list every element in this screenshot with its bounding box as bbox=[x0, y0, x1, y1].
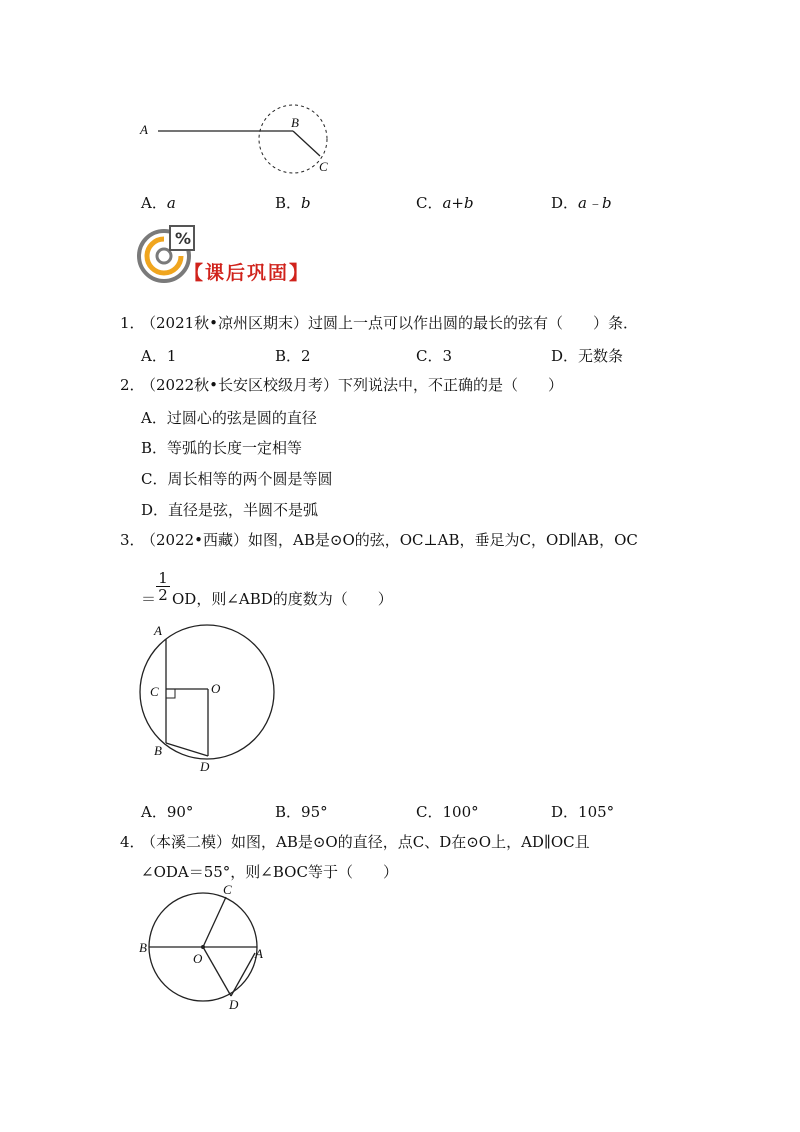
option-letter: A． bbox=[141, 347, 167, 365]
option-text: 90° bbox=[166, 803, 194, 821]
option-text: 1 bbox=[166, 347, 177, 365]
q4-number: 4． bbox=[120, 833, 145, 851]
option-text: 95° bbox=[301, 803, 328, 821]
percent-symbol: % bbox=[175, 229, 192, 248]
option-text: 直径是弦，半圆不是弧 bbox=[168, 501, 319, 519]
q3-number: 3． bbox=[120, 531, 145, 549]
label-a: A bbox=[255, 946, 263, 961]
option-text: 过圆心的弦是圆的直径 bbox=[166, 409, 317, 427]
label-o: O bbox=[193, 951, 203, 966]
q3-option-c[interactable] bbox=[416, 801, 479, 822]
option-letter: A． bbox=[141, 194, 167, 212]
segment-oc bbox=[203, 897, 226, 947]
q4-stem-line1: （本溪二模）如图，AB是⊙O的直径，点C、D在⊙O上，AD∥OC且 bbox=[141, 833, 590, 851]
center-dot bbox=[201, 945, 205, 949]
q2-option-b[interactable] bbox=[141, 437, 302, 458]
q1-option-c[interactable] bbox=[416, 345, 452, 366]
option-text: 105° bbox=[578, 803, 615, 821]
q1-option-b[interactable] bbox=[275, 345, 311, 366]
label-b: B bbox=[139, 940, 147, 955]
q1-number: 1． bbox=[120, 314, 145, 332]
segment-od bbox=[203, 947, 231, 996]
q2-stem: （2022秋•长安区校级月考）下列说法中，不正确的是（ ） bbox=[141, 376, 564, 394]
option-text: 2 bbox=[301, 347, 311, 365]
option-text: a﹣b bbox=[578, 194, 612, 212]
label-b: B bbox=[291, 115, 299, 130]
q1-option-a[interactable] bbox=[141, 345, 176, 366]
q2-option-d[interactable] bbox=[141, 499, 318, 520]
option-text: 周长相等的两个圆是等圆 bbox=[167, 470, 333, 488]
q1-stem: （2021秋•凉州区期末）过圆上一点可以作出圆的最长的弦有（ ）条． bbox=[141, 314, 639, 332]
option-letter: D． bbox=[551, 803, 579, 821]
option-letter: B． bbox=[275, 803, 302, 821]
label-b: B bbox=[154, 743, 162, 758]
fraction-denominator: 2 bbox=[158, 586, 168, 604]
q2-option-a[interactable] bbox=[141, 407, 317, 428]
q2-option-c[interactable] bbox=[141, 468, 333, 489]
option-text: b bbox=[301, 194, 311, 212]
option-letter: B． bbox=[275, 194, 302, 212]
q3-stem-eq: ＝ bbox=[141, 590, 157, 608]
q3-option-b[interactable] bbox=[275, 801, 328, 822]
circle-o bbox=[140, 625, 274, 759]
section-banner bbox=[134, 222, 324, 284]
option-letter: B． bbox=[275, 347, 302, 365]
option-letter: A． bbox=[141, 803, 167, 821]
top-figure bbox=[130, 90, 350, 180]
q4-stem-line2: ∠ODA＝55°，则∠BOC等于（ ） bbox=[141, 863, 398, 881]
label-d: D bbox=[229, 997, 239, 1012]
option-letter: B． bbox=[141, 439, 168, 457]
q0-option-d[interactable] bbox=[551, 192, 612, 213]
option-letter: D． bbox=[141, 501, 169, 519]
fraction-numerator: 1 bbox=[158, 569, 168, 587]
q3-stem-line2: OD，则∠ABD的度数为（ ） bbox=[172, 590, 393, 608]
option-text: a bbox=[166, 194, 176, 212]
q1-option-d[interactable] bbox=[551, 345, 623, 366]
q4-figure bbox=[135, 885, 275, 1015]
label-c: C bbox=[223, 885, 232, 897]
q3-stem-line1: （2022•西藏）如图，AB是⊙O的弦，OC⊥AB，垂足为C，OD∥AB，OC bbox=[141, 531, 638, 549]
option-letter: C． bbox=[416, 194, 443, 212]
q0-option-a[interactable] bbox=[141, 192, 176, 213]
q3-figure bbox=[130, 615, 280, 775]
option-letter: A． bbox=[141, 409, 167, 427]
option-text: a+b bbox=[442, 194, 474, 212]
label-o: O bbox=[211, 681, 221, 696]
q3-option-a[interactable] bbox=[141, 801, 193, 822]
option-letter: D． bbox=[551, 194, 579, 212]
option-letter: C． bbox=[141, 470, 168, 488]
q0-option-c[interactable] bbox=[416, 192, 474, 213]
segment-ad bbox=[231, 953, 255, 996]
label-a: A bbox=[140, 122, 148, 137]
q0-option-b[interactable] bbox=[275, 192, 311, 213]
q2-number: 2． bbox=[120, 376, 145, 394]
segment-bc bbox=[293, 131, 320, 156]
label-c: C bbox=[150, 684, 159, 699]
label-a: A bbox=[154, 623, 162, 638]
q3-fraction bbox=[156, 570, 170, 603]
q3-option-d[interactable] bbox=[551, 801, 614, 822]
section-title: 【课后巩固】 bbox=[184, 262, 311, 284]
option-text: 无数条 bbox=[578, 347, 624, 365]
option-letter: D． bbox=[551, 347, 579, 365]
option-letter: C． bbox=[416, 803, 443, 821]
label-d: D bbox=[200, 759, 210, 774]
option-text: 100° bbox=[442, 803, 479, 821]
label-c: C bbox=[319, 159, 328, 174]
option-letter: C． bbox=[416, 347, 443, 365]
option-text: 等弧的长度一定相等 bbox=[167, 439, 303, 457]
right-angle-mark bbox=[166, 689, 175, 698]
option-text: 3 bbox=[442, 347, 453, 365]
